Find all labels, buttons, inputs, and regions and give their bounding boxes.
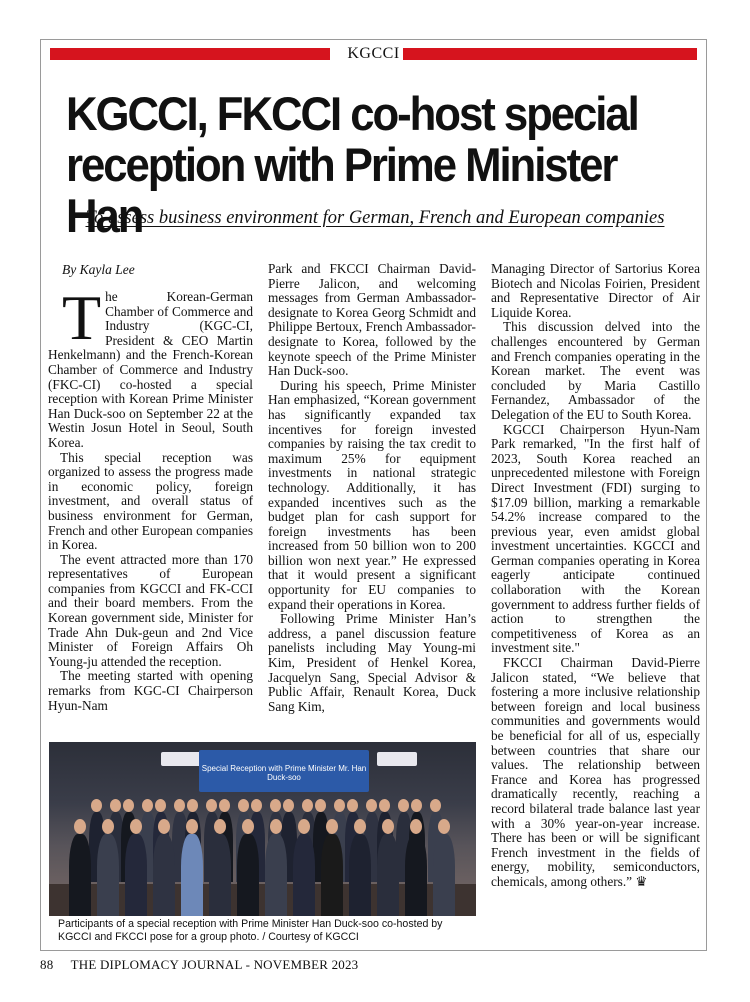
person-head: [102, 819, 114, 834]
person-head: [430, 799, 441, 812]
person-head: [238, 799, 249, 812]
paragraph: The meeting started with opening remarks from KGC-CI Chairperson Hyun-Nam: [48, 668, 253, 713]
paragraph: During his speech, Prime Minister Han emphasized, “Korean government has significantly expanded tax incentives for foreign invested companies by raising the tax credit to maximum 25% for equipment investments in national strategic technology. Additionally, it has expanded incentives such as the budget plan for cash support for foreign investments has been increased from 50 billion won to 200 billion won next year.” He expressed that it would present a significant opportunity for EU companies to expand their operations in Korea.: [268, 377, 476, 612]
person-head: [206, 799, 217, 812]
person-head: [315, 799, 326, 812]
person-figure: [349, 834, 371, 916]
section-bar: [50, 45, 697, 63]
paragraph: FKCCI Chairman David-Pierre Jalicon stated, “We believe that fostering a more inclusive relationship between foreign and local business communities and governments would be beneficial for all of us, especially between countries that share our values. The relationship between France and Korea has progressed dramatically recently, reaching a record bilateral trade balance last year with a 30% year-on-year increase. There has been or will be significant French investment in the fields of energy, mobility, semiconductors, chemicals, among others.” ♛: [491, 655, 700, 889]
person-figure: [377, 834, 399, 916]
person-head: [123, 799, 134, 812]
person-head: [270, 799, 281, 812]
page-number: 88: [40, 957, 54, 972]
person-figure: [237, 834, 259, 916]
person-figure: [97, 834, 119, 916]
paragraph: The Korean-German Chamber of Commerce and Industry (KGC-CI, President & CEO Martin Henkelmann) and the French-Korean Chamber of Commerce and Industry (FKC-CI) co-hosted a special reception with Korean Prime Minister Han Duck-soo on September 22 at the Westin Josun Hotel in Seoul, South Korea.: [48, 282, 253, 450]
person-head: [411, 799, 422, 812]
article-column-2: [268, 262, 476, 714]
paragraph: This discussion delved into the challenges encountered by German and French companies operating in the Korean market. The event was concluded by Maria Castillo Fernandez, Ambassador of the Delegation of the EU to South Korea.: [491, 319, 700, 422]
person-head: [158, 819, 170, 834]
drop-cap: T: [62, 282, 102, 353]
person-figure: [265, 834, 287, 916]
article-column-3: [491, 262, 700, 890]
person-head: [366, 799, 377, 812]
fkcci-logo: [377, 752, 417, 766]
person-head: [379, 799, 390, 812]
person-head: [251, 799, 262, 812]
person-head: [142, 799, 153, 812]
person-head: [155, 799, 166, 812]
person-figure: [405, 834, 427, 916]
paragraph: KGCCI Chairperson Hyun-Nam Park remarked, "In the first half of 2023, South Korea reached an unprecedented milestone with Foreign Direct Investment (FDI) surging to $17.09 billion, marking a remarkable 54.2% increase compared to the previous year, even amidst global investment uncertainties. KGCCI and German companies operating in Korea eagerly anticipate continued collaboration with the Korean government to address further fields of action to strengthen the competitiveness of Korea as an investment site.": [491, 421, 700, 656]
person-head: [270, 819, 282, 834]
paragraph: Following Prime Minister Han’s address, a panel discussion feature panelists including May Young-mi Kim, President of Henkel Korea, Jacquelyn Sang, Special Advisor & Public Affair, Renault Korea, Duck Sang Kim,: [268, 611, 476, 714]
person-head: [298, 819, 310, 834]
person-head: [187, 799, 198, 812]
page-footer: [40, 957, 358, 973]
person-head: [219, 799, 230, 812]
person-head: [347, 799, 358, 812]
person-head: [186, 819, 198, 834]
person-head: [354, 819, 366, 834]
person-figure: [153, 834, 175, 916]
paragraph: The event attracted more than 170 representatives of European companies from KGCCI and FK-CCI and their board members. From the Korean government side, Minister for Trade Ahn Duk-geun and 2nd Vice Minister of Foreign Affairs Oh Young-ju attended the reception.: [48, 551, 253, 669]
person-figure: [125, 834, 147, 916]
person-head: [283, 799, 294, 812]
person-head: [214, 819, 226, 834]
person-head: [91, 799, 102, 812]
person-head: [174, 799, 185, 812]
person-figure: [433, 834, 455, 916]
person-figure: [293, 834, 315, 916]
person-head: [110, 799, 121, 812]
person-head: [130, 819, 142, 834]
paragraph: Managing Director of Sartorius Korea Biotech and Nicolas Foirien, President and Representative Director of Air Liquide Korea.: [491, 261, 700, 320]
event-screen: Special Reception with Prime Minister Mr. Han Duck-soo: [199, 750, 369, 792]
headline: KGCCI, FKCCI co-host special reception with Prime Minister Han: [66, 87, 638, 242]
person-head: [334, 799, 345, 812]
paragraph: Park and FKCCI Chairman David-Pierre Jalicon, and welcoming messages from German Ambassador-designate to Korea Georg Schmidt and Philippe Bertoux, French Ambassador-designate to Korea, followed by the keynote speech of the Prime Minister Han Duck-soo.: [268, 261, 476, 379]
group-photo: [49, 742, 476, 916]
publication-name: THE DIPLOMACY JOURNAL - NOVEMBER 2023: [70, 957, 359, 972]
person-head: [326, 819, 338, 834]
person-head: [410, 819, 422, 834]
photo-caption: Participants of a special reception with Prime Minister Han Duck-soo co-hosted by KGCCI and FKCCI pose for a group photo. / Courtesy of KGCCI: [58, 918, 443, 943]
person-head: [398, 799, 409, 812]
byline: By Kayla Lee: [62, 262, 135, 277]
person-head: [242, 819, 254, 834]
person-head: [438, 819, 450, 834]
paragraph: This special reception was organized to assess the progress made in economic policy, foreign investment, and overall status of business environment for German, French and other European companies in Korea.: [48, 449, 253, 553]
person-figure: [209, 834, 231, 916]
subheadline: To assess business environment for German, French and European companies: [85, 208, 665, 228]
person-figure: [69, 834, 91, 916]
person-figure: [321, 834, 343, 916]
person-figure: [181, 834, 203, 916]
person-head: [74, 819, 86, 834]
article-column-1: [48, 262, 253, 713]
person-head: [302, 799, 313, 812]
person-head: [382, 819, 394, 834]
kgcci-logo: [161, 752, 201, 766]
section-label: KGCCI: [347, 45, 400, 62]
